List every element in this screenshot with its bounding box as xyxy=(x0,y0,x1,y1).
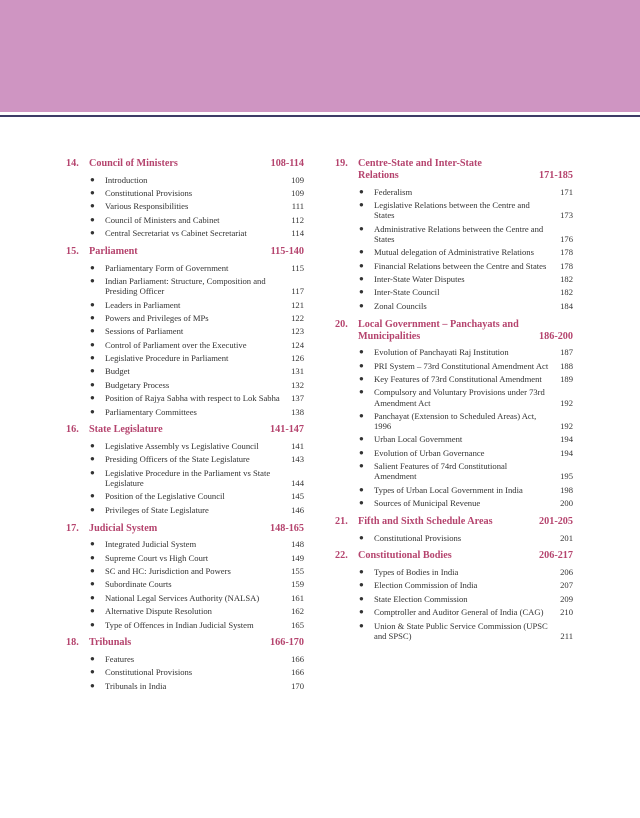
entry-title: Financial Relations between the Centre and States xyxy=(374,260,547,271)
chapter-page-range: 206-217 xyxy=(539,550,573,562)
toc-entry[interactable] xyxy=(335,259,573,272)
entry-page-number: 141 xyxy=(291,441,304,452)
bullet-icon: ● xyxy=(90,552,95,562)
toc-chapter xyxy=(335,319,573,511)
toc-column-right xyxy=(335,158,573,649)
bullet-icon: ● xyxy=(359,593,364,603)
entry-page-number: 189 xyxy=(560,373,573,384)
chapter-title: Constitutional Bodies xyxy=(358,550,452,562)
entry-title: Legislative Relations between the Centre and States xyxy=(374,199,530,221)
entry-title: Budget xyxy=(105,366,130,377)
entry-page-number: 131 xyxy=(291,366,304,377)
entry-page-number: 188 xyxy=(560,360,573,371)
entry-page-number: 114 xyxy=(291,228,304,239)
toc-entry[interactable] xyxy=(335,606,573,619)
bullet-icon: ● xyxy=(90,454,95,464)
entry-title: Compulsory and Voluntary Provisions under 73rd Amendment Act xyxy=(374,387,545,408)
toc-entry[interactable] xyxy=(66,503,304,516)
entry-page-number: 162 xyxy=(291,606,304,617)
toc-entry[interactable] xyxy=(66,261,304,274)
bullet-icon: ● xyxy=(90,491,95,501)
chapter-title: State Legislature xyxy=(89,424,163,436)
bullet-icon: ● xyxy=(359,186,364,196)
bullet-icon: ● xyxy=(359,347,364,357)
toc-chapter xyxy=(66,523,304,632)
toc-entry[interactable] xyxy=(335,222,573,246)
entry-page-number: 171 xyxy=(560,186,573,197)
entry-page-number: 187 xyxy=(560,347,573,358)
bullet-icon: ● xyxy=(90,393,95,403)
bullet-icon: ● xyxy=(359,260,364,270)
bullet-icon: ● xyxy=(90,406,95,416)
entry-page-number: 206 xyxy=(560,567,573,578)
entry-title: Evolution of Panchayati Raj Institution xyxy=(374,347,509,358)
chapter-heading[interactable] xyxy=(66,246,304,261)
entry-page-number: 109 xyxy=(291,174,304,185)
chapter-heading[interactable] xyxy=(335,550,573,565)
toc-entry[interactable] xyxy=(335,299,573,312)
entry-title: Evolution of Urban Governance xyxy=(374,447,485,458)
header-divider xyxy=(0,115,640,117)
entry-page-number: 194 xyxy=(560,447,573,458)
entry-title: State Election Commission xyxy=(374,593,468,604)
toc-chapter xyxy=(66,246,304,419)
entry-page-number: 170 xyxy=(291,680,304,691)
bullet-icon: ● xyxy=(90,275,95,285)
toc-entry[interactable] xyxy=(335,592,573,605)
toc-entry[interactable] xyxy=(335,272,573,285)
bullet-icon: ● xyxy=(90,379,95,389)
bullet-icon: ● xyxy=(359,273,364,283)
entry-page-number: 115 xyxy=(291,262,304,273)
chapter-heading[interactable] xyxy=(335,158,573,185)
toc-entry[interactable] xyxy=(66,466,304,490)
entry-title: Type of Offences in Indian Judicial System xyxy=(105,619,254,630)
entry-title: Presiding Officers of the State Legislature xyxy=(105,454,250,465)
entry-page-number: 149 xyxy=(291,552,304,563)
entry-page-number: 210 xyxy=(560,607,573,618)
toc-entry[interactable] xyxy=(335,619,573,643)
header-divider-light xyxy=(0,112,640,114)
entry-title: Leaders in Parliament xyxy=(105,299,181,310)
entry-page-number: 194 xyxy=(560,434,573,445)
toc-chapter xyxy=(66,424,304,516)
bullet-icon: ● xyxy=(359,484,364,494)
chapter-heading[interactable] xyxy=(66,424,304,439)
toc-entry[interactable] xyxy=(66,298,304,311)
entry-title: SC and HC: Jurisdiction and Powers xyxy=(105,565,231,576)
entry-title: Urban Local Government xyxy=(374,434,463,445)
toc-entry[interactable] xyxy=(66,490,304,503)
entry-title: Subordinate Courts xyxy=(105,579,172,590)
entry-page-number: 126 xyxy=(291,353,304,364)
entry-title: Control of Parliament over the Executive xyxy=(105,339,247,350)
chapter-number: 19. xyxy=(335,158,348,169)
toc-entry[interactable] xyxy=(335,531,573,544)
toc-entry[interactable] xyxy=(335,286,573,299)
bullet-icon: ● xyxy=(90,353,95,363)
bullet-icon: ● xyxy=(359,567,364,577)
toc-entry[interactable] xyxy=(66,679,304,692)
bullet-icon: ● xyxy=(359,360,364,370)
bullet-icon: ● xyxy=(90,619,95,629)
entry-title: Features xyxy=(105,653,135,664)
entry-title: Types of Bodies in India xyxy=(374,567,459,578)
entry-page-number: 161 xyxy=(291,592,304,603)
entry-page-number: 201 xyxy=(560,532,573,543)
entry-title: Central Secretariat vs Cabinet Secretariat xyxy=(105,228,247,239)
toc-entry[interactable] xyxy=(66,227,304,240)
toc-entry[interactable] xyxy=(66,311,304,324)
entry-page-number: 124 xyxy=(291,339,304,350)
toc-chapter xyxy=(335,516,573,544)
entry-page-number: 137 xyxy=(291,393,304,404)
toc-chapter xyxy=(66,637,304,692)
bullet-icon: ● xyxy=(90,214,95,224)
entry-page-number: 155 xyxy=(291,565,304,576)
bullet-icon: ● xyxy=(90,174,95,184)
entry-page-number: 192 xyxy=(560,397,573,408)
chapter-title: Parliament xyxy=(89,245,138,257)
chapter-title: Council of Ministers xyxy=(89,158,178,169)
bullet-icon: ● xyxy=(90,467,95,477)
bullet-icon: ● xyxy=(90,539,95,549)
bullet-icon: ● xyxy=(90,201,95,211)
entry-title: Constitutional Provisions xyxy=(374,532,462,543)
toc-entry[interactable] xyxy=(335,409,573,433)
chapter-page-range: 108-114 xyxy=(270,158,304,169)
chapter-page-range: 141-147 xyxy=(270,424,304,436)
toc-entry[interactable] xyxy=(335,198,573,222)
chapter-title: Tribunals xyxy=(89,637,132,649)
bullet-icon: ● xyxy=(359,532,364,542)
toc-entry[interactable] xyxy=(66,666,304,679)
entry-title: Parliamentary Form of Government xyxy=(105,262,229,273)
toc-entry[interactable] xyxy=(66,173,304,186)
header-banner xyxy=(0,0,640,112)
entry-title: Budgetary Process xyxy=(105,379,170,390)
entry-title: Various Responsibilities xyxy=(105,201,189,212)
toc-entry[interactable] xyxy=(335,446,573,459)
entry-title: Legislative Assembly vs Legislative Council xyxy=(105,441,259,452)
entry-page-number: 144 xyxy=(291,478,304,489)
entry-page-number: 109 xyxy=(291,187,304,198)
entry-page-number: 166 xyxy=(291,653,304,664)
toc-entry[interactable] xyxy=(66,352,304,365)
chapter-page-range: 201-205 xyxy=(539,516,573,528)
bullet-icon: ● xyxy=(359,607,364,617)
bullet-icon: ● xyxy=(359,620,364,630)
toc-entry[interactable] xyxy=(66,405,304,418)
chapter-heading[interactable] xyxy=(335,319,573,346)
entry-title: Parliamentary Committees xyxy=(105,406,197,417)
toc-chapter xyxy=(335,158,573,313)
bullet-icon: ● xyxy=(90,680,95,690)
entry-title: Supreme Court vs High Court xyxy=(105,552,209,563)
entry-title: Comptroller and Auditor General of India (CAG) xyxy=(374,607,544,618)
toc-entry[interactable] xyxy=(335,497,573,510)
entry-page-number: 176 xyxy=(560,233,573,244)
entry-page-number: 182 xyxy=(560,273,573,284)
entry-page-number: 112 xyxy=(291,214,304,225)
toc-entry[interactable] xyxy=(335,346,573,359)
toc-entry[interactable] xyxy=(66,378,304,391)
entry-page-number: 117 xyxy=(291,286,304,297)
bullet-icon: ● xyxy=(90,366,95,376)
chapter-page-range: 166-170 xyxy=(270,637,304,649)
entry-page-number: 123 xyxy=(291,326,304,337)
entry-title: National Legal Services Authority (NALSA) xyxy=(105,592,260,603)
bullet-icon: ● xyxy=(90,299,95,309)
toc-entry[interactable] xyxy=(66,186,304,199)
bullet-icon: ● xyxy=(90,606,95,616)
chapter-title: Judicial System xyxy=(89,522,158,534)
toc-entry[interactable] xyxy=(335,185,573,198)
entry-title: Constitutional Provisions xyxy=(105,667,193,678)
chapter-title: Fifth and Sixth Schedule Areas xyxy=(358,516,493,528)
chapter-number: 21. xyxy=(335,516,348,528)
chapter-page-range: 171-185 xyxy=(539,170,573,181)
bullet-icon: ● xyxy=(359,300,364,310)
entry-page-number: 165 xyxy=(291,619,304,630)
entry-title: Panchayat (Extension to Scheduled Areas) Act, 1996 xyxy=(374,410,537,432)
bullet-icon: ● xyxy=(90,339,95,349)
entry-page-number: 145 xyxy=(291,491,304,502)
bullet-icon: ● xyxy=(359,199,364,209)
bullet-icon: ● xyxy=(359,447,364,457)
chapter-number: 22. xyxy=(335,550,348,562)
chapter-heading[interactable] xyxy=(335,516,573,531)
chapter-number: 20. xyxy=(335,318,348,330)
toc-chapter xyxy=(335,550,573,642)
bullet-icon: ● xyxy=(90,667,95,677)
toc-entry[interactable] xyxy=(66,618,304,631)
toc-entry[interactable] xyxy=(335,565,573,578)
bullet-icon: ● xyxy=(359,434,364,444)
chapter-heading[interactable] xyxy=(66,523,304,538)
bullet-icon: ● xyxy=(359,498,364,508)
entry-page-number: 195 xyxy=(560,471,573,482)
bullet-icon: ● xyxy=(90,326,95,336)
toc-entry[interactable] xyxy=(66,591,304,604)
toc-entry[interactable] xyxy=(335,579,573,592)
entry-page-number: 207 xyxy=(560,580,573,591)
bullet-icon: ● xyxy=(359,461,364,471)
chapter-page-range: 186-200 xyxy=(539,330,573,342)
toc-chapter xyxy=(66,158,304,240)
bullet-icon: ● xyxy=(90,579,95,589)
entry-page-number: 178 xyxy=(560,260,573,271)
toc-entry[interactable] xyxy=(335,386,573,410)
entry-title: Key Features of 73rd Constitutional Amendment xyxy=(374,373,542,384)
entry-page-number: 132 xyxy=(291,379,304,390)
bullet-icon: ● xyxy=(90,441,95,451)
entry-page-number: 198 xyxy=(560,484,573,495)
toc-entry[interactable] xyxy=(66,605,304,618)
entry-title: Federalism xyxy=(374,186,413,197)
toc-entry[interactable] xyxy=(66,325,304,338)
bullet-icon: ● xyxy=(90,565,95,575)
entry-title: Salient Features of 74rd Constitutional Amendment xyxy=(374,461,508,482)
chapter-number: 18. xyxy=(66,637,79,649)
bullet-icon: ● xyxy=(90,187,95,197)
toc-entry[interactable] xyxy=(66,538,304,551)
chapter-title: Centre-State and Inter-State Relations xyxy=(358,158,482,181)
entry-page-number: 211 xyxy=(560,630,573,641)
bullet-icon: ● xyxy=(90,312,95,322)
entry-page-number: 200 xyxy=(560,498,573,509)
bullet-icon: ● xyxy=(359,373,364,383)
entry-title: Legislative Procedure in Parliament xyxy=(105,353,229,364)
chapter-heading[interactable] xyxy=(66,637,304,652)
toc-entry[interactable] xyxy=(335,433,573,446)
toc-entry[interactable] xyxy=(66,338,304,351)
chapter-number: 16. xyxy=(66,424,79,436)
toc-entry[interactable] xyxy=(335,359,573,372)
entry-title: Types of Urban Local Government in India xyxy=(374,484,523,495)
toc-entry[interactable] xyxy=(66,274,304,298)
entry-title: Legislative Procedure in the Parliament vs State Legislature xyxy=(105,467,271,489)
toc-entry[interactable] xyxy=(66,652,304,665)
entry-page-number: 182 xyxy=(560,287,573,298)
chapter-number: 14. xyxy=(66,158,79,169)
toc-entry[interactable] xyxy=(66,551,304,564)
entry-title: Sessions of Parliament xyxy=(105,326,184,337)
entry-title: PRI System – 73rd Constitutional Amendment Act xyxy=(374,360,549,371)
entry-title: Mutual delegation of Administrative Relations xyxy=(374,247,534,258)
toc-entry[interactable] xyxy=(66,564,304,577)
entry-page-number: 209 xyxy=(560,593,573,604)
toc-entry[interactable] xyxy=(66,213,304,226)
entry-title: Administrative Relations between the Centre and States xyxy=(374,223,544,244)
entry-page-number: 146 xyxy=(291,504,304,515)
bullet-icon: ● xyxy=(90,592,95,602)
entry-page-number: 159 xyxy=(291,579,304,590)
entry-title: Constitutional Provisions xyxy=(105,187,193,198)
entry-title: Privileges of State Legislature xyxy=(105,504,209,515)
entry-title: Alternative Dispute Resolution xyxy=(105,606,212,617)
entry-title: Position of Rajya Sabha with respect to Lok Sabha xyxy=(105,393,280,404)
entry-page-number: 192 xyxy=(560,421,573,432)
entry-title: Inter-State Council xyxy=(374,287,440,298)
entry-title: Council of Ministers and Cabinet xyxy=(105,214,220,225)
chapter-number: 17. xyxy=(66,522,79,534)
toc-entry[interactable] xyxy=(335,372,573,385)
entry-page-number: 178 xyxy=(560,247,573,258)
entry-title: Indian Parliament: Structure, Composition and Presiding Officer xyxy=(105,275,266,297)
toc-entry[interactable] xyxy=(335,483,573,496)
entry-page-number: 121 xyxy=(291,299,304,310)
chapter-number: 15. xyxy=(66,245,79,257)
toc-column-left xyxy=(66,158,304,699)
entry-title: Tribunals in India xyxy=(105,680,167,691)
entry-title: Integrated Judicial System xyxy=(105,539,197,550)
toc-entry[interactable] xyxy=(335,246,573,259)
entry-title: Powers and Privileges of MPs xyxy=(105,312,209,323)
chapter-page-range: 148-165 xyxy=(270,522,304,534)
entry-title: Union & State Public Service Commission (UPSC and SPSC) xyxy=(374,620,548,641)
entry-title: Position of the Legislative Council xyxy=(105,491,225,502)
entry-page-number: 122 xyxy=(291,312,304,323)
bullet-icon: ● xyxy=(359,287,364,297)
entry-page-number: 173 xyxy=(560,210,573,221)
bullet-icon: ● xyxy=(359,223,364,233)
toc-entry[interactable] xyxy=(66,578,304,591)
bullet-icon: ● xyxy=(90,653,95,663)
entry-title: Inter-State Water Disputes xyxy=(374,273,465,284)
toc-entry[interactable] xyxy=(66,453,304,466)
toc-entry[interactable] xyxy=(66,365,304,378)
entry-title: Election Commission of India xyxy=(374,580,478,591)
toc-entry[interactable] xyxy=(66,200,304,213)
bullet-icon: ● xyxy=(90,228,95,238)
entry-page-number: 111 xyxy=(291,201,304,212)
toc-entry[interactable] xyxy=(66,392,304,405)
bullet-icon: ● xyxy=(359,410,364,420)
entry-title: Sources of Municipal Revenue xyxy=(374,498,481,509)
bullet-icon: ● xyxy=(359,580,364,590)
entry-page-number: 138 xyxy=(291,406,304,417)
entry-title: Zonal Councils xyxy=(374,300,427,311)
bullet-icon: ● xyxy=(90,504,95,514)
chapter-title: Local Government – Panchayats and Municipalities xyxy=(358,318,519,342)
chapter-heading[interactable] xyxy=(66,158,304,173)
toc-entry[interactable] xyxy=(335,460,573,484)
toc-entry[interactable] xyxy=(66,439,304,452)
chapter-page-range: 115-140 xyxy=(270,245,304,257)
entry-page-number: 148 xyxy=(291,539,304,550)
bullet-icon: ● xyxy=(359,387,364,397)
entry-title: Introduction xyxy=(105,174,148,185)
bullet-icon: ● xyxy=(359,247,364,257)
entry-page-number: 143 xyxy=(291,454,304,465)
entry-page-number: 166 xyxy=(291,667,304,678)
bullet-icon: ● xyxy=(90,262,95,272)
entry-page-number: 184 xyxy=(560,300,573,311)
